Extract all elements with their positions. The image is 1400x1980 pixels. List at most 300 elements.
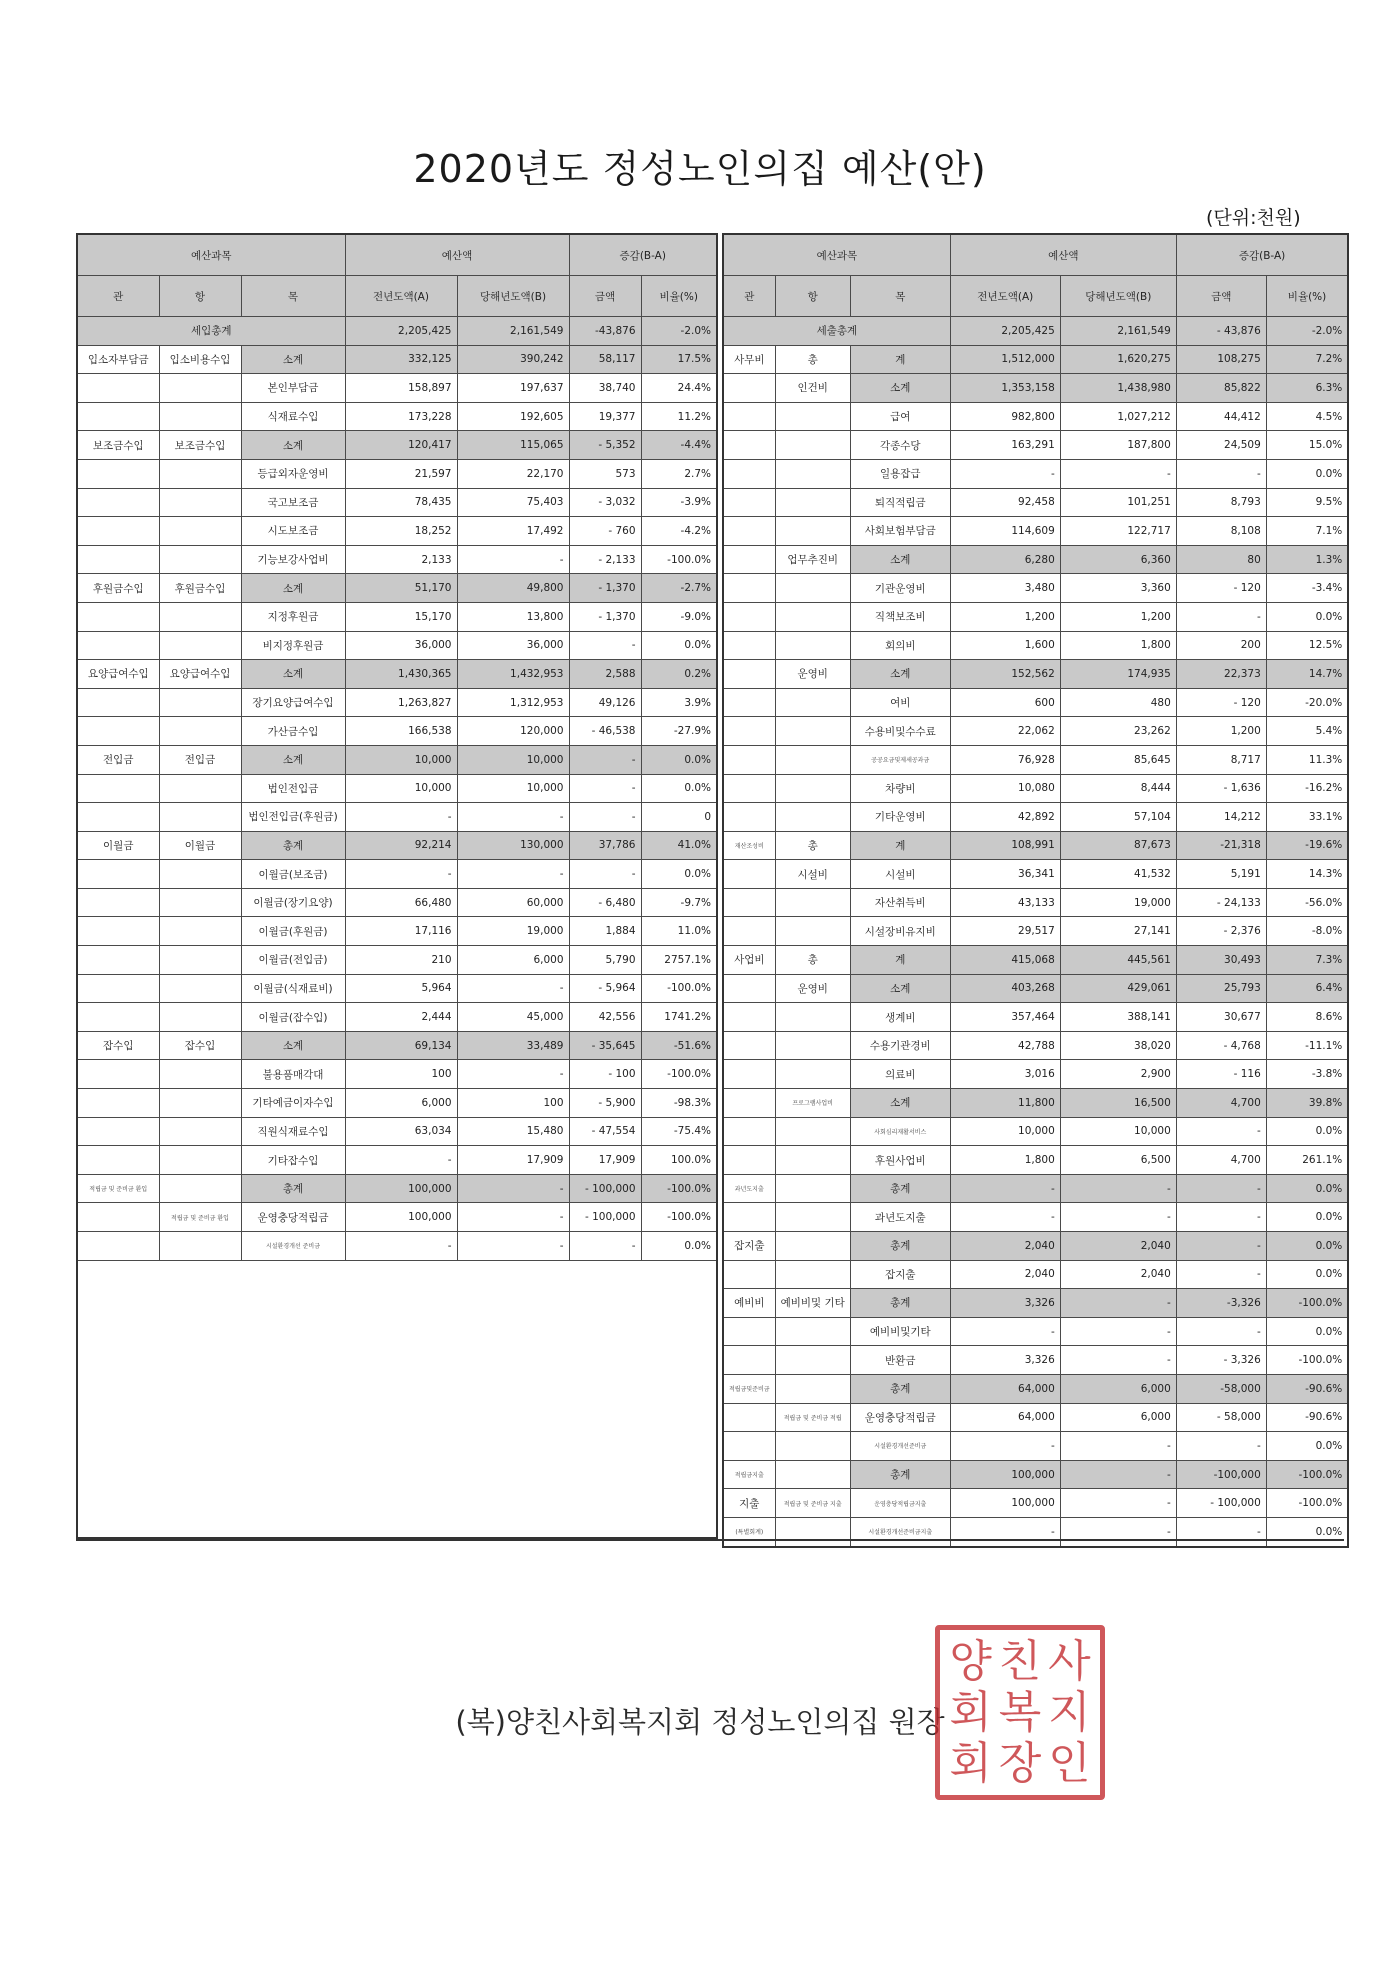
diff-rate-cell: 17.5% [641,345,717,374]
table-row [723,1174,1348,1203]
hang-cell [159,1060,241,1089]
empty-row [77,1509,717,1538]
hang-cell [159,1232,241,1261]
this-year-cell: 49,800 [457,574,569,603]
diff-rate-cell: 0 [641,803,717,832]
this-year-cell: 445,561 [1060,946,1176,975]
hang-cell [775,602,850,631]
diff-amount-cell: 14,212 [1176,803,1266,832]
this-year-cell: 6,360 [1060,545,1176,574]
prev-year-cell: 403,268 [950,974,1060,1003]
hang-cell [775,888,850,917]
hang-cell: 총 [775,345,850,374]
table-row [723,1260,1348,1289]
this-year-cell: 23,262 [1060,717,1176,746]
this-year-cell: 130,000 [457,831,569,860]
hang-cell: 후원금수입 [159,574,241,603]
diff-amount-header: 금액 [1176,276,1266,317]
hang-cell [775,917,850,946]
prev-year-header: 전년도액(A) [345,276,457,317]
mok-cell: 각종수당 [850,431,950,460]
mok-cell: 불용품매각대 [241,1060,345,1089]
hang-cell [159,459,241,488]
diff-rate-cell: -90.6% [1266,1403,1348,1432]
kwan-cell [77,459,159,488]
diff-amount-cell: - [569,631,641,660]
diff-rate-cell: 14.3% [1266,860,1348,889]
table-row [723,660,1348,689]
this-year-cell: 27,141 [1060,917,1176,946]
table-row [723,946,1348,975]
prev-year-cell: 1,200 [950,602,1060,631]
kwan-cell [77,1117,159,1146]
diff-rate-cell: 0.0% [1266,1232,1348,1261]
table-row [723,1374,1348,1403]
kwan-cell [77,946,159,975]
diff-rate-cell: 0.0% [641,774,717,803]
diff-amount-cell: 49,126 [569,688,641,717]
prev-year-cell: - [345,1232,457,1261]
mok-cell: 비지정후원금 [241,631,345,660]
mok-cell: 소계 [850,974,950,1003]
empty-cell [77,1399,717,1427]
table-row [77,688,717,717]
table-row [77,574,717,603]
hang-cell: 총 [775,946,850,975]
table-row [77,517,717,546]
table-row [77,631,717,660]
hang-cell [775,1517,850,1546]
hang-cell [775,1374,850,1403]
mok-cell: 급여 [850,402,950,431]
table-row [723,517,1348,546]
diff-amount-cell: - [1176,1203,1266,1232]
diff-amount-cell: - 100,000 [569,1203,641,1232]
mok-cell: 운영충당적립금지출 [850,1489,950,1518]
kwan-cell [723,1203,775,1232]
hang-cell: 입소비용수입 [159,345,241,374]
hang-cell [775,488,850,517]
hang-cell: 적립금 및 준비금 적립 [775,1403,850,1432]
prev-year-cell: - [950,1517,1060,1546]
empty-row [77,1371,717,1399]
diff-rate-cell: 0.0% [1266,1432,1348,1461]
this-year-cell: 6,500 [1060,1146,1176,1175]
prev-year-cell: 2,040 [950,1232,1060,1261]
table-row [723,317,1348,346]
table-row [723,688,1348,717]
diff-amount-cell: 80 [1176,545,1266,574]
table-row [723,831,1348,860]
hang-cell [775,745,850,774]
mok-cell: 기관운영비 [850,574,950,603]
kwan-cell [723,402,775,431]
table-row [77,745,717,774]
prev-year-cell: - [950,1203,1060,1232]
this-year-cell: 1,438,980 [1060,374,1176,403]
diff-amount-cell: - [1176,1432,1266,1461]
hang-cell [159,946,241,975]
mok-cell: 소계 [850,374,950,403]
hang-cell [775,1317,850,1346]
prev-year-cell: 173,228 [345,402,457,431]
diff-rate-cell: 39.8% [1266,1089,1348,1118]
kwan-cell [723,688,775,717]
kwan-cell [77,374,159,403]
prev-year-cell: 2,040 [950,1260,1060,1289]
prev-year-cell: 15,170 [345,602,457,631]
prev-year-cell: - [950,1174,1060,1203]
this-year-cell: 2,161,549 [1060,317,1176,346]
prev-year-cell: 36,000 [345,631,457,660]
prev-year-cell: 210 [345,946,457,975]
diff-amount-cell: - [1176,1174,1266,1203]
prev-year-cell: 29,517 [950,917,1060,946]
diff-rate-cell: -100.0% [641,1203,717,1232]
this-year-cell: 22,170 [457,459,569,488]
diff-rate-cell: -100.0% [641,974,717,1003]
hang-cell: 운영비 [775,974,850,1003]
mok-cell: 기능보강사업비 [241,545,345,574]
diff-rate-cell: -3.8% [1266,1060,1348,1089]
diff-rate-cell: 33.1% [1266,803,1348,832]
prev-year-cell: 42,788 [950,1031,1060,1060]
diff-amount-header: 금액 [569,276,641,317]
diff-rate-header: 비율(%) [641,276,717,317]
prev-year-cell: 1,800 [950,1146,1060,1175]
diff-amount-cell: 8,717 [1176,745,1266,774]
mok-cell: 퇴직적립금 [850,488,950,517]
diff-rate-cell: -100.0% [1266,1346,1348,1375]
diff-rate-cell: 3.9% [641,688,717,717]
diff-amount-cell: -3,326 [1176,1289,1266,1318]
kwan-cell: 사무비 [723,345,775,374]
mok-cell: 여비 [850,688,950,717]
kwan-cell [723,517,775,546]
mok-cell: 총계 [850,1174,950,1203]
diff-rate-cell: -100.0% [1266,1460,1348,1489]
prev-year-cell: 64,000 [950,1403,1060,1432]
table-row [723,917,1348,946]
this-year-cell: 2,040 [1060,1232,1176,1261]
hang-cell [159,774,241,803]
hang-cell [159,1146,241,1175]
prev-year-cell: 3,326 [950,1289,1060,1318]
table-row [723,717,1348,746]
table-row [723,1060,1348,1089]
this-year-cell: 13,800 [457,602,569,631]
hang-cell [159,545,241,574]
empty-cell [77,1481,717,1509]
empty-cell [77,1343,717,1371]
table-row [77,946,717,975]
empty-cell [77,1288,717,1316]
table-row [723,1460,1348,1489]
mok-cell: 소계 [850,1089,950,1118]
prev-year-cell: 10,000 [950,1117,1060,1146]
mok-cell: 차량비 [850,774,950,803]
diff-rate-cell: -56.0% [1266,888,1348,917]
header-row [723,234,1348,276]
diff-rate-cell: 15.0% [1266,431,1348,460]
mok-cell: 소계 [241,1031,345,1060]
mok-cell: 직책보조비 [850,602,950,631]
hang-cell [775,1003,850,1032]
kwan-cell [77,1060,159,1089]
this-year-cell: 197,637 [457,374,569,403]
prev-year-cell: 100 [345,1060,457,1089]
prev-year-cell: 17,116 [345,917,457,946]
header-row [77,234,717,276]
hang-cell [159,1003,241,1032]
diff-amount-cell: - 120 [1176,688,1266,717]
kwan-cell [723,431,775,460]
mok-cell: 기타예금이자수입 [241,1089,345,1118]
mok-cell: 예비비및기타 [850,1317,950,1346]
kwan-cell [723,888,775,917]
kwan-cell [723,1403,775,1432]
this-year-cell: 6,000 [457,946,569,975]
diff-amount-cell: - [569,803,641,832]
table-row [77,545,717,574]
budget-amount-header: 예산액 [345,234,569,276]
diff-amount-cell: 8,793 [1176,488,1266,517]
this-year-cell: - [1060,1460,1176,1489]
hang-cell [775,1174,850,1203]
diff-amount-cell: - 1,636 [1176,774,1266,803]
diff-rate-cell: -11.1% [1266,1031,1348,1060]
this-year-cell: 85,645 [1060,745,1176,774]
kwan-cell [723,974,775,1003]
mok-cell: 소계 [241,745,345,774]
hang-cell [775,517,850,546]
this-year-cell: 388,141 [1060,1003,1176,1032]
mok-cell: 소계 [241,431,345,460]
page-title: 2020년도 정성노인의집 예산(안) [413,147,987,191]
table-row [723,1289,1348,1318]
this-year-cell: 100 [457,1089,569,1118]
kwan-cell [77,488,159,517]
diff-rate-cell: -2.0% [641,317,717,346]
kwan-cell [77,631,159,660]
diff-rate-cell: -3.9% [641,488,717,517]
mok-cell: 공공요금및제세공과금 [850,745,950,774]
seal-glyph: 복 [998,1686,1042,1738]
kwan-cell [723,1031,775,1060]
mok-cell: 이월금(장기요양) [241,888,345,917]
kwan-cell: 재산조성비 [723,831,775,860]
kwan-cell [723,803,775,832]
diff-rate-cell: 24.4% [641,374,717,403]
prev-year-cell: 76,928 [950,745,1060,774]
diff-amount-cell: - 100,000 [569,1174,641,1203]
prev-year-cell: 166,538 [345,717,457,746]
kwan-cell [77,1089,159,1118]
kwan-cell [723,860,775,889]
prev-year-cell: 64,000 [950,1374,1060,1403]
diff-amount-cell: 5,790 [569,946,641,975]
diff-rate-cell: 11.0% [641,917,717,946]
prev-year-cell: 100,000 [950,1489,1060,1518]
empty-row [77,1454,717,1482]
diff-amount-cell: 30,493 [1176,946,1266,975]
diff-rate-cell: -16.2% [1266,774,1348,803]
diff-amount-cell: 1,884 [569,917,641,946]
prev-year-cell: 2,205,425 [950,317,1060,346]
table-row [77,1174,717,1203]
table-row [723,1517,1348,1546]
diff-amount-cell: 108,275 [1176,345,1266,374]
kwan-cell [723,545,775,574]
table-row [723,1003,1348,1032]
diff-amount-cell: 38,740 [569,374,641,403]
prev-year-cell: 108,991 [950,831,1060,860]
kwan-cell [77,974,159,1003]
mok-header: 목 [241,276,345,317]
table-row [723,1317,1348,1346]
prev-year-cell: 63,034 [345,1117,457,1146]
table-row [77,402,717,431]
mok-cell: 직원식재료수입 [241,1117,345,1146]
this-year-cell: - [457,1203,569,1232]
mok-cell: 생계비 [850,1003,950,1032]
hang-cell [775,1146,850,1175]
table-row [77,1089,717,1118]
this-year-cell: 1,312,953 [457,688,569,717]
table-row [723,974,1348,1003]
prev-year-cell: 3,016 [950,1060,1060,1089]
mok-cell: 국고보조금 [241,488,345,517]
hang-cell [775,1460,850,1489]
hang-cell: 업무추진비 [775,545,850,574]
this-year-cell: 2,040 [1060,1260,1176,1289]
diff-rate-cell: -90.6% [1266,1374,1348,1403]
this-year-cell: 3,360 [1060,574,1176,603]
kwan-cell [723,459,775,488]
hang-cell [159,888,241,917]
diff-amount-cell: - [569,860,641,889]
hang-cell [775,774,850,803]
kwan-cell [723,1317,775,1346]
mok-cell: 총계 [850,1460,950,1489]
diff-amount-cell: 4,700 [1176,1146,1266,1175]
diff-rate-cell: 0.0% [1266,1117,1348,1146]
mok-cell: 등급외자운영비 [241,459,345,488]
this-year-cell: 192,605 [457,402,569,431]
table-row [723,631,1348,660]
mok-cell: 수용비및수수료 [850,717,950,746]
prev-year-cell: 51,170 [345,574,457,603]
hang-cell [775,1117,850,1146]
this-year-header: 당해년도액(B) [457,276,569,317]
table-row [77,374,717,403]
mok-cell: 수용기관경비 [850,1031,950,1060]
kwan-cell: 전입금 [77,745,159,774]
hang-cell: 전입금 [159,745,241,774]
mok-cell: 지정후원금 [241,602,345,631]
diff-amount-cell: - 3,326 [1176,1346,1266,1375]
diff-amount-cell: 25,793 [1176,974,1266,1003]
prev-year-cell: 3,326 [950,1346,1060,1375]
mok-cell: 운영충당적립금 [850,1403,950,1432]
kwan-cell [77,545,159,574]
diff-rate-cell: -20.0% [1266,688,1348,717]
kwan-cell [77,774,159,803]
diff-rate-cell: 2757.1% [641,946,717,975]
mok-cell: 사회보험부담금 [850,517,950,546]
hang-cell: 이월금 [159,831,241,860]
empty-row [77,1481,717,1509]
kwan-cell [723,1146,775,1175]
mok-cell: 본인부담금 [241,374,345,403]
hang-cell [775,717,850,746]
kwan-cell [723,574,775,603]
diff-amount-cell: - [1176,1117,1266,1146]
this-year-cell: 2,161,549 [457,317,569,346]
prev-year-cell: 1,430,365 [345,660,457,689]
table-row [77,1003,717,1032]
table-row [723,1146,1348,1175]
diff-amount-cell: - 35,645 [569,1031,641,1060]
this-year-cell: 87,673 [1060,831,1176,860]
diff-amount-cell: - 760 [569,517,641,546]
diff-rate-cell: -4.4% [641,431,717,460]
table-row [723,1203,1348,1232]
change-header: 증감(B-A) [1176,234,1348,276]
prev-year-cell: 6,000 [345,1089,457,1118]
hang-cell [159,488,241,517]
kwan-cell: 잡지출 [723,1232,775,1261]
mok-cell: 반환금 [850,1346,950,1375]
diff-amount-cell: - 58,000 [1176,1403,1266,1432]
hang-cell [159,602,241,631]
hang-cell: 요양급여수입 [159,660,241,689]
mok-cell: 시설비 [850,860,950,889]
diff-rate-cell: -100.0% [1266,1489,1348,1518]
table-row [723,1489,1348,1518]
mok-cell: 이월금(전입금) [241,946,345,975]
mok-cell: 시도보조금 [241,517,345,546]
this-year-cell: 33,489 [457,1031,569,1060]
diff-rate-cell: 4.5% [1266,402,1348,431]
this-year-cell: - [457,1174,569,1203]
diff-rate-cell: -2.7% [641,574,717,603]
kwan-cell: 과년도지출 [723,1174,775,1203]
empty-row [77,1343,717,1371]
diff-rate-cell: 41.0% [641,831,717,860]
mok-cell: 계 [850,946,950,975]
empty-row [77,1316,717,1344]
this-year-cell: 6,000 [1060,1374,1176,1403]
prev-year-cell: 1,353,158 [950,374,1060,403]
mok-cell: 소계 [241,345,345,374]
kwan-cell [77,860,159,889]
diff-amount-cell: - [569,1232,641,1261]
this-year-cell: 57,104 [1060,803,1176,832]
empty-cell [77,1260,717,1288]
diff-rate-cell: 6.3% [1266,374,1348,403]
diff-rate-cell: 0.0% [641,745,717,774]
kwan-cell [77,1003,159,1032]
unit-label: (단위:천원) [1206,207,1301,229]
diff-rate-cell: -100.0% [641,545,717,574]
table-row [77,974,717,1003]
mok-cell: 총계 [241,1174,345,1203]
this-year-cell: 1,620,275 [1060,345,1176,374]
expenditure-budget-table [722,233,1349,1548]
mok-cell: 법인전입금 [241,774,345,803]
hang-cell [159,803,241,832]
